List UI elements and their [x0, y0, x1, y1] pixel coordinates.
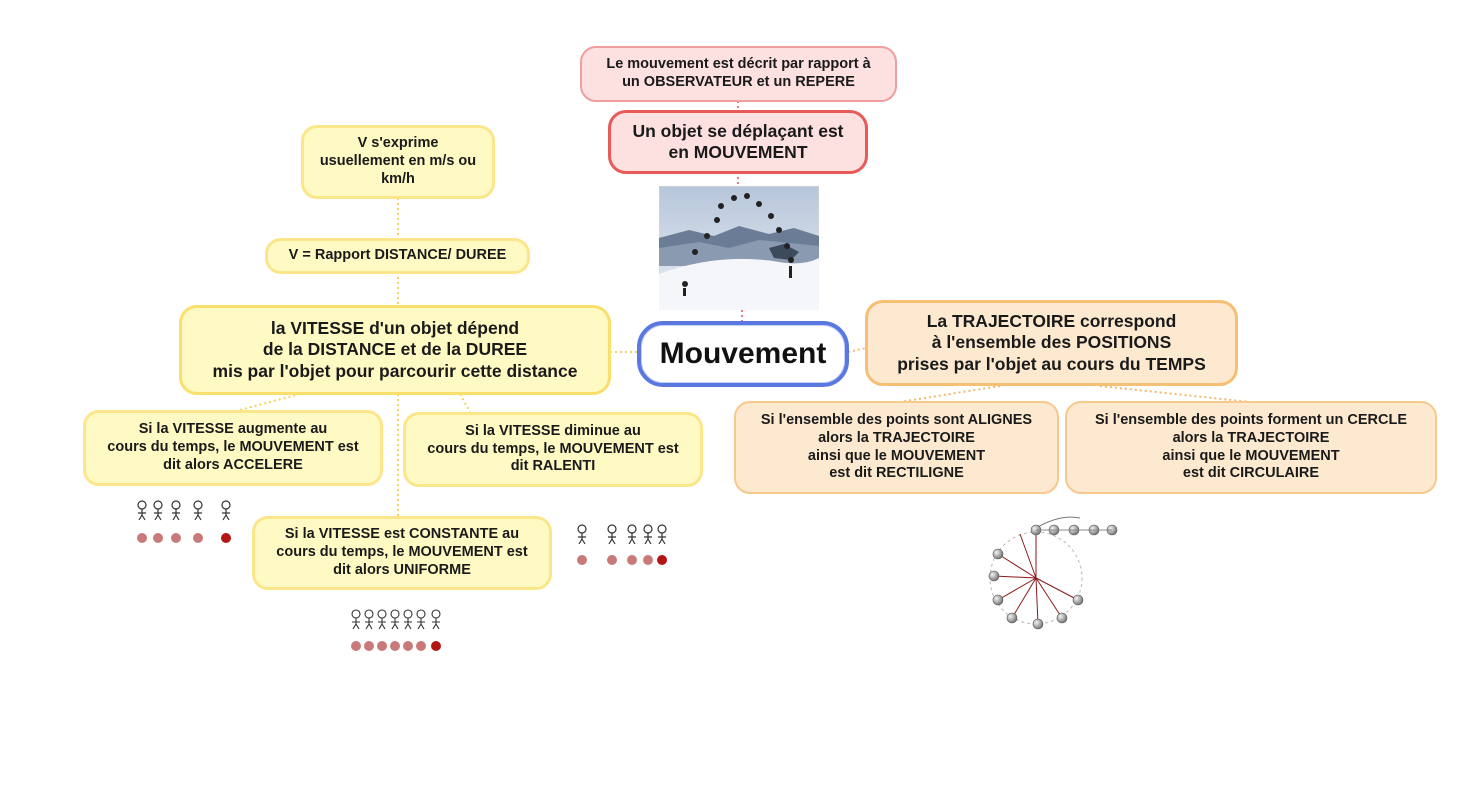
moving-object-node[interactable]: Un objet se déplaçant est en MOUVEMENT: [608, 110, 868, 174]
uniform-node[interactable]: Si la VITESSE est CONSTANTE au cours du temps, le MOUVEMENT est dit alors UNIFORME: [252, 516, 552, 590]
uniform-walker-icon: [346, 607, 450, 659]
accelerating-walker-icon: [132, 498, 242, 552]
speed-formula-node[interactable]: V = Rapport DISTANCE/ DUREE: [265, 238, 530, 274]
speed-unit-node[interactable]: V s'exprime usuellement en m/s ou km/h: [301, 125, 495, 199]
accelerated-node[interactable]: Si la VITESSE augmente au cours du temps, le MOUVEMENT est dit alors ACCELERE: [83, 410, 383, 486]
circular-node[interactable]: Si l'ensemble des points forment un CERCLE alors la TRAJECTOIRE ainsi que le MOUVEMENT est dit CIRCULAIRE: [1065, 401, 1437, 494]
speed-node[interactable]: la VITESSE d'un objet dépend de la DISTANCE et de la DUREE mis par l'objet pour parcourir cette distance: [179, 305, 611, 395]
decelerated-node[interactable]: Si la VITESSE diminue au cours du temps, le MOUVEMENT est dit RALENTI: [403, 412, 703, 487]
observer-node[interactable]: Le mouvement est décrit par rapport à un OBSERVATEUR et un REPERE: [580, 46, 897, 102]
rectilinear-node[interactable]: Si l'ensemble des points sont ALIGNES alors la TRAJECTOIRE ainsi que le MOUVEMENT est dit RECTILIGNE: [734, 401, 1059, 494]
center-node-mouvement[interactable]: Mouvement: [637, 321, 849, 387]
trajectory-node[interactable]: La TRAJECTOIRE correspond à l'ensemble des POSITIONS prises par l'objet au cours du TEMPS: [865, 300, 1238, 386]
skier-sequence-photo-icon: [659, 186, 819, 310]
circular-motion-icon: [980, 508, 1120, 636]
decelerating-walker-icon: [570, 522, 675, 572]
